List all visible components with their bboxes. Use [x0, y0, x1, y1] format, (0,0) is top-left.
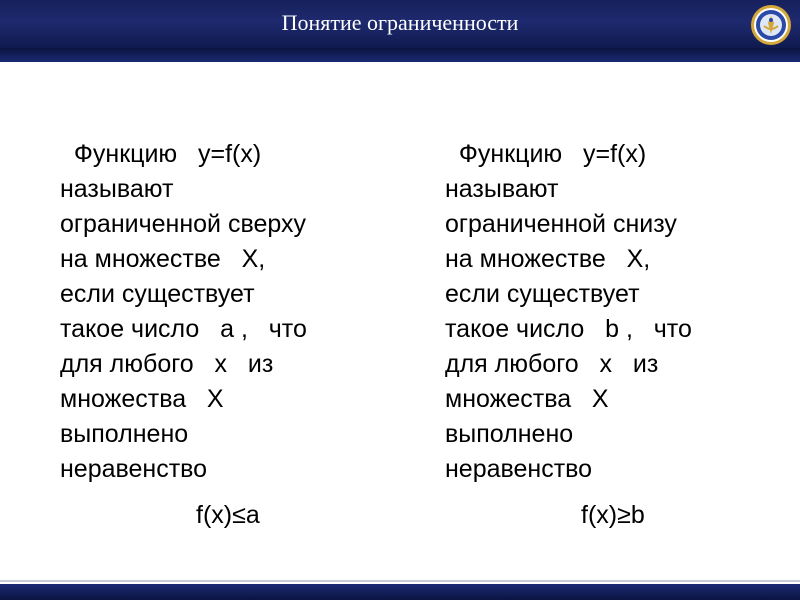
- text-line: неравенство: [60, 455, 208, 483]
- text-line: такое число a , что: [60, 315, 307, 343]
- text-line: множества X: [445, 385, 609, 413]
- emblem-icon: [750, 4, 792, 46]
- text-line: если существует: [60, 280, 255, 308]
- text-line: если существует: [445, 280, 640, 308]
- left-definition: [60, 137, 390, 487]
- text-line: выполнено: [445, 420, 574, 448]
- footer-divider: [0, 580, 800, 582]
- text-line: для любого x из: [445, 350, 659, 378]
- text-line: для любого x из: [60, 350, 274, 378]
- text-line: множества X: [60, 385, 224, 413]
- text-line: такое число b , что: [445, 315, 692, 343]
- header-stripe: [0, 48, 800, 62]
- text-line: Функцию y=f(x): [60, 140, 262, 168]
- right-definition: [445, 137, 775, 487]
- text-line: выполнено: [60, 420, 189, 448]
- footer-stripe: [0, 584, 800, 600]
- text-line: на множестве X,: [445, 245, 651, 273]
- lower-bound-formula: f(x)≥b: [581, 501, 645, 529]
- text-line: на множестве X,: [60, 245, 266, 273]
- text-line: ограниченной сверху: [60, 210, 306, 238]
- text-line: называют: [60, 175, 174, 203]
- text-line: ограниченной снизу: [445, 210, 677, 238]
- slide-title: Понятие ограниченности: [281, 10, 519, 35]
- text-line: неравенство: [445, 455, 593, 483]
- text-line: Функцию y=f(x): [445, 140, 647, 168]
- text-line: называют: [445, 175, 559, 203]
- upper-bound-formula: f(x)≤a: [196, 501, 260, 529]
